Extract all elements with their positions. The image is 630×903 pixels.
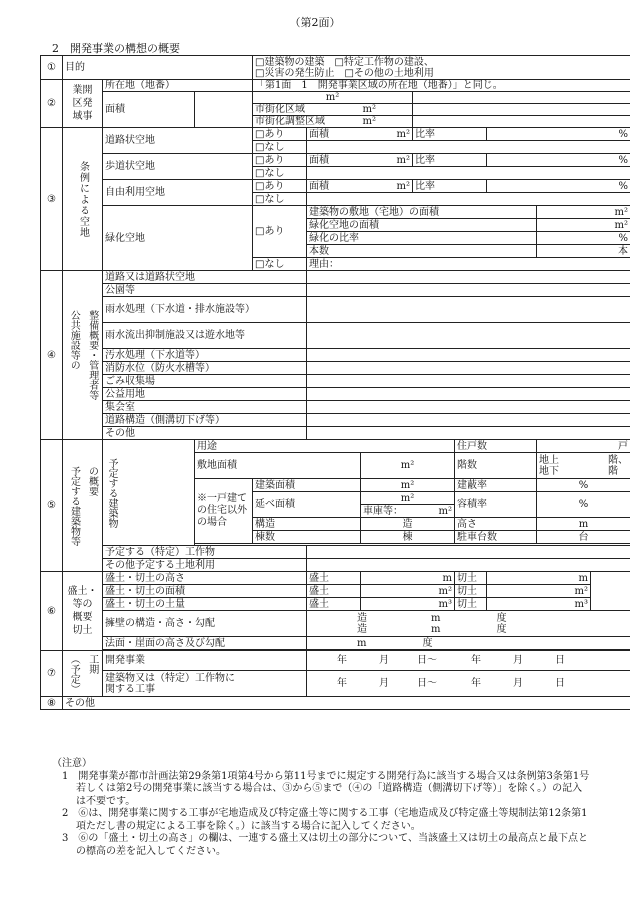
facility-item: 消防水位（防火水槽等） (103, 362, 307, 375)
ordinance-open-space-label: 条例による空地 (63, 128, 103, 271)
floors-value[interactable]: 地上 階、 地下 階 (537, 453, 630, 479)
earthwork-label: 盛土・ 等の 概要 切土 (63, 572, 103, 651)
coverage-label: 建蔽率 (455, 479, 537, 492)
green-count-label: 本数 (307, 245, 537, 258)
area-label: 面積 (103, 92, 195, 128)
planned-building-label: 予定する建築物等 の概要 (63, 440, 103, 572)
green-site-area[interactable]: m² (537, 206, 630, 219)
note-3: 3 ⑥の「盛土・切土の高さ」の欄は、一連する盛土又は切土の部分について、当該盛土又は切土の最高点と最下点との標高の差を記入してください。 (62, 833, 588, 857)
cut-label: 切土 (455, 598, 487, 611)
cut-label: 切土 (455, 572, 487, 585)
location-value[interactable]: 「第1面 1 開発事業区域の所在地（地番）」と同じ。 (253, 80, 630, 92)
road-no[interactable]: □なし (253, 141, 307, 154)
cut-label: 切土 (455, 585, 487, 598)
row-number: ③ (41, 128, 63, 271)
facility-value[interactable] (307, 375, 630, 388)
green-yes[interactable]: □あり (253, 206, 307, 258)
row-number: ① (41, 56, 63, 80)
facility-item: ごみ収集場 (103, 375, 307, 388)
building-area-label: 建築面積 (253, 479, 361, 492)
parking-value[interactable]: 台 (537, 531, 630, 544)
facility-value[interactable] (307, 271, 630, 284)
buildings-label: 棟数 (253, 531, 361, 544)
sidewalk-open-space-label: 歩道状空地 (103, 154, 253, 180)
facility-value[interactable] (307, 388, 630, 401)
location-label: 所在地（地番） (103, 80, 253, 92)
urban-control-row[interactable]: 市街化調整区域 m² (253, 116, 413, 128)
row-number: ⑥ (41, 572, 63, 651)
facility-value[interactable] (307, 414, 630, 427)
row-number: ⑦ (41, 651, 63, 697)
sidewalk-percent: % (487, 154, 630, 167)
planned-building-sub-label: 予定する建築物 (103, 440, 195, 546)
row-number: ④ (41, 271, 63, 440)
development-overview-table (40, 55, 630, 710)
green-site-area-label: 建築物の敷地（宅地）の面積 (307, 206, 537, 219)
green-count[interactable]: 本 (537, 245, 630, 258)
building-schedule-label: 建築物又は（特定）工作物に 関する工事 (103, 671, 307, 697)
cut-volume[interactable]: m³ (487, 598, 591, 611)
row-purpose (41, 56, 630, 80)
sidewalk-ratio[interactable]: 比率 (413, 154, 487, 167)
non-detached-note: ※一戸建ての住宅以外の場合 (195, 479, 253, 544)
floor-area-value[interactable]: m² (361, 492, 455, 505)
usage-label: 用途 (195, 440, 455, 453)
green-open-space-label: 緑化空地 (103, 206, 253, 271)
earthwork-height-label: 盛土・切土の高さ (103, 572, 307, 585)
site-area-label: 敷地面積 (195, 453, 361, 479)
slope-value[interactable]: m 度 (307, 637, 630, 650)
purpose-line-1: □建築物の建築 □特定工作物の建設、 (255, 56, 434, 68)
cut-area[interactable]: m² (487, 585, 591, 598)
area-group-label: 業開 区発 域事 (63, 80, 103, 128)
facility-value[interactable] (307, 349, 630, 362)
sidewalk-yes[interactable]: □あり (253, 154, 307, 167)
green-no[interactable]: □なし (253, 258, 307, 271)
page-number: （第2面） (289, 16, 341, 29)
road-percent: % (487, 128, 630, 141)
volume-label: 容積率 (455, 492, 537, 518)
purpose-options[interactable] (253, 56, 630, 80)
development-schedule-value[interactable]: 年 月 日〜 年 月 日 (307, 651, 630, 671)
road-yes[interactable]: □あり (253, 128, 307, 141)
road-ratio[interactable]: 比率 (413, 128, 487, 141)
development-schedule-label: 開発事業 (103, 651, 307, 671)
row-number: ② (41, 80, 63, 128)
fill-volume[interactable]: m³ (361, 598, 455, 611)
structure-label: 構造 (253, 518, 361, 531)
note-1: 1 開発事業が都市計画法第29条第1項第4号から第11号までに規定する開発行為に該当する場合又は条例第3条第1号若しくは第2号の開発事業に該当する場合は、③から⑤まで（④の「道路構造（側溝切下げ等）」を除く。）の記入は不要です。 (62, 770, 590, 807)
building-schedule-value[interactable]: 年 月 日〜 年 月 日 (307, 671, 630, 697)
height-label: 高さ (455, 518, 537, 531)
units-label: 住戸数 (455, 440, 537, 453)
green-area[interactable]: m² (537, 219, 630, 232)
free-ratio[interactable]: 比率 (413, 180, 487, 193)
facility-item: 道路構造（側溝切下げ等） (103, 414, 307, 427)
purpose-line-2: □災害の発生防止 □その他の土地利用 (255, 67, 434, 79)
floors-label: 階数 (455, 453, 537, 479)
sidewalk-no[interactable]: □なし (253, 167, 307, 180)
facility-item: 公益用地 (103, 388, 307, 401)
coverage-value[interactable]: % (537, 479, 630, 492)
other-land-use-label: その他予定する土地利用 (103, 559, 307, 572)
green-ratio[interactable]: % (537, 232, 630, 245)
facility-item: 汚水処理（下水道等） (103, 349, 307, 362)
section-heading: 2 開発事業の構想の概要 (52, 42, 180, 55)
area-total[interactable]: m² (253, 92, 413, 104)
facility-value[interactable] (307, 362, 630, 375)
fill-label: 盛土 (307, 598, 361, 611)
facility-value[interactable] (307, 401, 630, 414)
public-facilities-label: 公共施設等の 整備概要・管理者等 (63, 271, 103, 440)
fill-height[interactable]: m (361, 572, 455, 585)
facility-value[interactable] (307, 297, 630, 323)
site-area-value[interactable]: m² (361, 453, 455, 479)
row-number: ⑤ (41, 440, 63, 572)
retaining-wall-label: 擁壁の構造・高さ・勾配 (103, 611, 307, 637)
specific-structure-value[interactable] (307, 546, 630, 559)
free-no[interactable]: □なし (253, 193, 307, 206)
free-area[interactable]: 面積 m² (307, 180, 413, 193)
parking-label: 駐車台数 (455, 531, 537, 544)
building-area-value[interactable]: m² (361, 479, 455, 492)
height-value[interactable]: m (537, 518, 630, 531)
floor-area-label: 延べ面積 (253, 492, 361, 518)
road-open-space-label: 道路状空地 (103, 128, 253, 154)
garage-area[interactable]: 車庫等： m² (361, 505, 455, 518)
facility-value[interactable] (307, 284, 630, 297)
facility-item: 雨水処理（下水道・排水施設等） (103, 297, 307, 323)
row-number: ⑧ (41, 697, 63, 710)
facility-value[interactable] (307, 427, 630, 440)
retaining-wall-value[interactable]: 造 m 度 造 m 度 (307, 611, 630, 637)
notes-section (52, 758, 592, 858)
earthwork-area-label: 盛土・切土の面積 (103, 585, 307, 598)
fill-label: 盛土 (307, 585, 361, 598)
notes-title: （注意） (52, 758, 92, 769)
cut-height[interactable]: m (487, 572, 591, 585)
sidewalk-area[interactable]: 面積 m² (307, 154, 413, 167)
free-yes[interactable]: □あり (253, 180, 307, 193)
facility-item: 道路又は道路状空地 (103, 271, 307, 284)
facility-value[interactable] (307, 323, 630, 349)
facility-item: 公園等 (103, 284, 307, 297)
slope-label: 法面・崖面の高さ及び勾配 (103, 637, 307, 650)
schedule-label: （予定） 工期 (63, 651, 103, 697)
fill-label: 盛土 (307, 572, 361, 585)
fill-area[interactable]: m² (361, 585, 455, 598)
green-reason[interactable]: 理由： (307, 258, 630, 271)
purpose-label: 目的 (63, 56, 253, 80)
structure-value[interactable]: 造 (361, 518, 455, 531)
earthwork-volume-label: 盛土・切土の土量 (103, 598, 307, 611)
green-ratio-label: 緑化の比率 (307, 232, 537, 245)
specific-structure-label: 予定する（特定）工作物 (103, 546, 307, 559)
facility-item: その他 (103, 427, 307, 440)
road-area[interactable]: 面積 m² (307, 128, 413, 141)
green-area-label: 緑化空地の面積 (307, 219, 537, 232)
facility-item: 集会室 (103, 401, 307, 414)
free-open-space-label: 自由利用空地 (103, 180, 253, 206)
other-land-use-value[interactable] (307, 559, 630, 572)
note-2: 2 ⑥は、開発事業に関する工事が宅地造成及び特定盛土等に関する工事（宅地造成及び特定盛土等規制法第12条第1項ただし書の規定による工事を除く。）に該当する場合に記入してください。 (62, 808, 588, 832)
free-percent: % (487, 180, 630, 193)
units-value[interactable]: 戸 (537, 440, 630, 453)
volume-value[interactable]: % (537, 492, 630, 518)
other-label[interactable]: その他 (63, 697, 630, 710)
facility-item: 雨水流出抑制施設又は遊水地等 (103, 323, 307, 349)
urban-area-row[interactable]: 市街化区域 m² (253, 104, 413, 116)
buildings-value[interactable]: 棟 (361, 531, 455, 544)
